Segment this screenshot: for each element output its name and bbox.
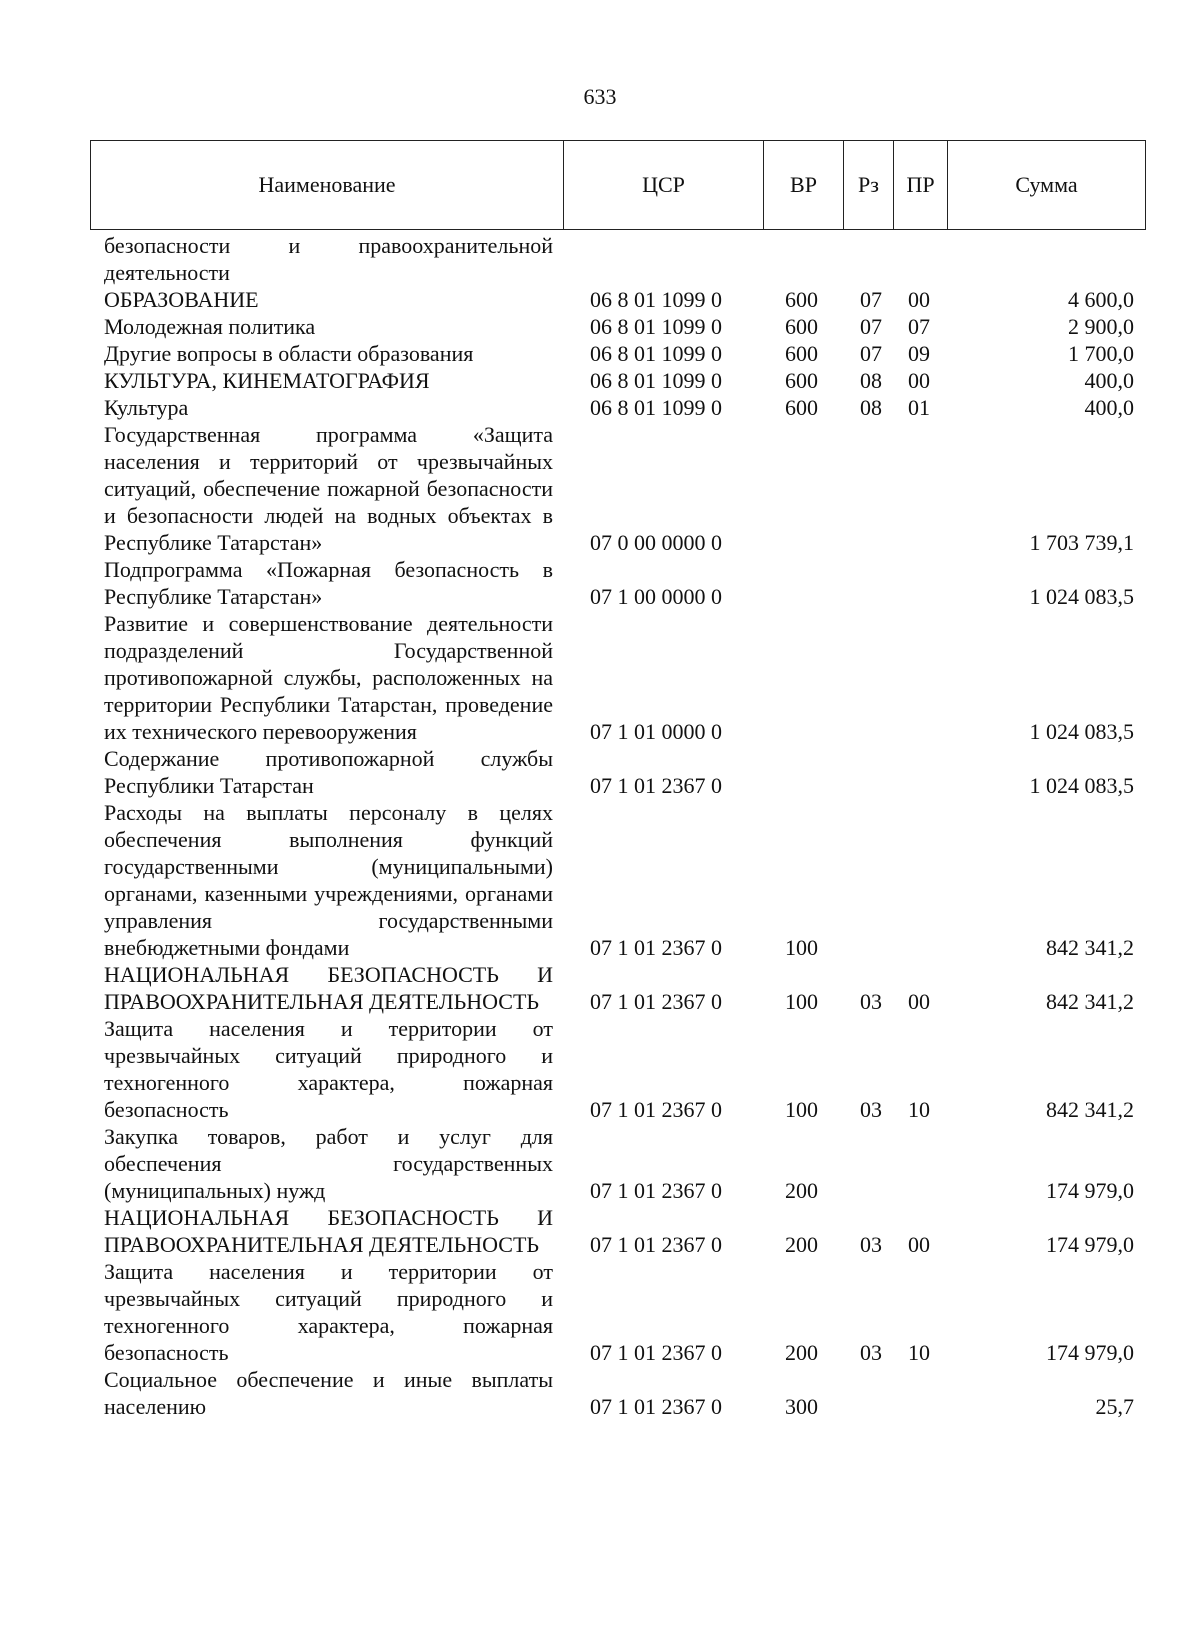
row-vr: 300 bbox=[785, 1394, 818, 1419]
row-name: НАЦИОНАЛЬНАЯ БЕЗОПАСНОСТЬ И ПРАВООХРАНИТЕЛЬНАЯ ДЕЯТЕЛЬНОСТЬ bbox=[104, 1205, 553, 1257]
table-header bbox=[90, 140, 1146, 230]
row-vr: 600 bbox=[785, 287, 818, 312]
column-header-sum: Сумма bbox=[1015, 172, 1078, 197]
table-row bbox=[0, 1123, 1200, 1204]
table-body bbox=[0, 232, 1200, 1420]
table-row bbox=[0, 421, 1200, 556]
row-rz: 07 bbox=[860, 341, 882, 366]
table-row bbox=[0, 1204, 1200, 1258]
row-vr: 600 bbox=[785, 341, 818, 366]
row-csr: 07 1 01 2367 0 bbox=[590, 1232, 722, 1257]
row-sum: 842 341,2 bbox=[1046, 1097, 1134, 1122]
row-name: Содержание противопожарной службы Республики Татарстан bbox=[104, 746, 553, 798]
column-header-rz: Рз bbox=[844, 141, 894, 229]
table-row bbox=[0, 556, 1200, 610]
row-name: Закупка товаров, работ и услуг для обеспечения государственных (муниципальных) нужд bbox=[104, 1124, 553, 1203]
row-vr: 100 bbox=[785, 935, 818, 960]
row-pr: 00 bbox=[908, 1232, 930, 1257]
row-name: КУЛЬТУРА, КИНЕМАТОГРАФИЯ bbox=[104, 368, 430, 393]
row-csr: 07 1 01 2367 0 bbox=[590, 989, 722, 1014]
table-row bbox=[0, 394, 1200, 421]
table-row bbox=[0, 1015, 1200, 1123]
row-pr: 00 bbox=[908, 989, 930, 1014]
row-vr: 600 bbox=[785, 314, 818, 339]
row-rz: 07 bbox=[860, 287, 882, 312]
column-header-name: Наименование bbox=[91, 141, 564, 229]
row-name: Развитие и совершенствование деятельности подразделений Государственной противопожарной службы, расположенных на территории Республики Татарстан, проведение их технического перевооружения bbox=[104, 611, 553, 744]
row-vr: 600 bbox=[785, 395, 818, 420]
row-pr: 10 bbox=[908, 1097, 930, 1122]
row-name: НАЦИОНАЛЬНАЯ БЕЗОПАСНОСТЬ И ПРАВООХРАНИТЕЛЬНАЯ ДЕЯТЕЛЬНОСТЬ bbox=[104, 962, 553, 1014]
table-row bbox=[0, 367, 1200, 394]
row-vr: 200 bbox=[785, 1178, 818, 1203]
row-sum: 174 979,0 bbox=[1046, 1178, 1134, 1203]
row-csr: 07 1 01 2367 0 bbox=[590, 935, 722, 960]
row-rz: 08 bbox=[860, 368, 882, 393]
row-sum: 1 700,0 bbox=[1068, 341, 1134, 366]
row-csr: 06 8 01 1099 0 bbox=[590, 341, 722, 366]
row-csr: 06 8 01 1099 0 bbox=[590, 314, 722, 339]
table-row bbox=[0, 313, 1200, 340]
row-name: Подпрограмма «Пожарная безопасность в Республике Татарстан» bbox=[104, 557, 553, 609]
column-header-pr: ПР bbox=[894, 141, 948, 229]
row-rz: 03 bbox=[860, 989, 882, 1014]
row-sum: 25,7 bbox=[1095, 1394, 1134, 1419]
row-csr: 07 1 01 2367 0 bbox=[590, 1340, 722, 1365]
row-rz: 08 bbox=[860, 395, 882, 420]
row-csr: 06 8 01 1099 0 bbox=[590, 395, 722, 420]
row-sum: 842 341,2 bbox=[1046, 989, 1134, 1014]
row-pr: 09 bbox=[908, 341, 930, 366]
row-sum: 842 341,2 bbox=[1046, 935, 1134, 960]
row-name: ОБРАЗОВАНИЕ bbox=[104, 287, 259, 312]
row-pr: 00 bbox=[908, 368, 930, 393]
row-vr: 200 bbox=[785, 1340, 818, 1365]
row-pr: 07 bbox=[908, 314, 930, 339]
page-number: 633 bbox=[583, 84, 617, 109]
row-sum: 400,0 bbox=[1084, 395, 1134, 420]
row-name: Расходы на выплаты персоналу в целях обеспечения выполнения функций государственными (муниципальными) органами, казенными учреждениями, органами управления государственными внебюджетными фондами bbox=[104, 800, 553, 960]
row-rz: 07 bbox=[860, 314, 882, 339]
row-csr: 06 8 01 1099 0 bbox=[590, 368, 722, 393]
table-row bbox=[0, 1366, 1200, 1420]
row-rz: 03 bbox=[860, 1232, 882, 1257]
row-pr: 00 bbox=[908, 287, 930, 312]
column-header-csr: ЦСР bbox=[564, 141, 764, 229]
row-csr: 07 1 01 2367 0 bbox=[590, 773, 722, 798]
row-name: Государственная программа «Защита населения и территорий от чрезвычайных ситуаций, обеспечение пожарной безопасности и безопасности людей на водных объектах в Республике Татарстан» bbox=[104, 422, 553, 555]
row-pr: 01 bbox=[908, 395, 930, 420]
table-row bbox=[0, 610, 1200, 745]
row-sum: 174 979,0 bbox=[1046, 1232, 1134, 1257]
row-csr: 07 1 00 0000 0 bbox=[590, 584, 722, 609]
row-csr: 07 1 01 0000 0 bbox=[590, 719, 722, 744]
row-csr: 06 8 01 1099 0 bbox=[590, 287, 722, 312]
row-csr: 07 1 01 2367 0 bbox=[590, 1097, 722, 1122]
row-vr: 100 bbox=[785, 1097, 818, 1122]
table-row bbox=[0, 799, 1200, 961]
row-sum: 1 703 739,1 bbox=[1029, 530, 1134, 555]
row-sum: 1 024 083,5 bbox=[1029, 584, 1134, 609]
row-name: Защита населения и территории от чрезвычайных ситуаций природного и техногенного характера, пожарная безопасность bbox=[104, 1259, 553, 1365]
table-row bbox=[0, 340, 1200, 367]
row-sum: 174 979,0 bbox=[1046, 1340, 1134, 1365]
row-sum: 4 600,0 bbox=[1068, 287, 1134, 312]
row-csr: 07 1 01 2367 0 bbox=[590, 1394, 722, 1419]
row-name: безопасности и правоохранительной деятельности bbox=[104, 233, 553, 285]
row-vr: 600 bbox=[785, 368, 818, 393]
row-name: Культура bbox=[104, 395, 189, 420]
table-row bbox=[0, 745, 1200, 799]
row-name: Социальное обеспечение и иные выплаты населению bbox=[104, 1367, 553, 1419]
row-name: Другие вопросы в области образования bbox=[104, 341, 474, 366]
row-sum: 2 900,0 bbox=[1068, 314, 1134, 339]
table-row bbox=[0, 286, 1200, 313]
row-name: Молодежная политика bbox=[104, 314, 316, 339]
table-row bbox=[0, 1258, 1200, 1366]
row-rz: 03 bbox=[860, 1097, 882, 1122]
row-pr: 10 bbox=[908, 1340, 930, 1365]
table-row bbox=[0, 961, 1200, 1015]
row-sum: 1 024 083,5 bbox=[1029, 773, 1134, 798]
column-header-vr: ВР bbox=[764, 141, 844, 229]
row-vr: 200 bbox=[785, 1232, 818, 1257]
row-vr: 100 bbox=[785, 989, 818, 1014]
row-sum: 400,0 bbox=[1084, 368, 1134, 393]
row-sum: 1 024 083,5 bbox=[1029, 719, 1134, 744]
row-csr: 07 0 00 0000 0 bbox=[590, 530, 722, 555]
table-row bbox=[0, 232, 1200, 286]
row-name: Защита населения и территории от чрезвычайных ситуаций природного и техногенного характера, пожарная безопасность bbox=[104, 1016, 553, 1122]
row-csr: 07 1 01 2367 0 bbox=[590, 1178, 722, 1203]
row-rz: 03 bbox=[860, 1340, 882, 1365]
